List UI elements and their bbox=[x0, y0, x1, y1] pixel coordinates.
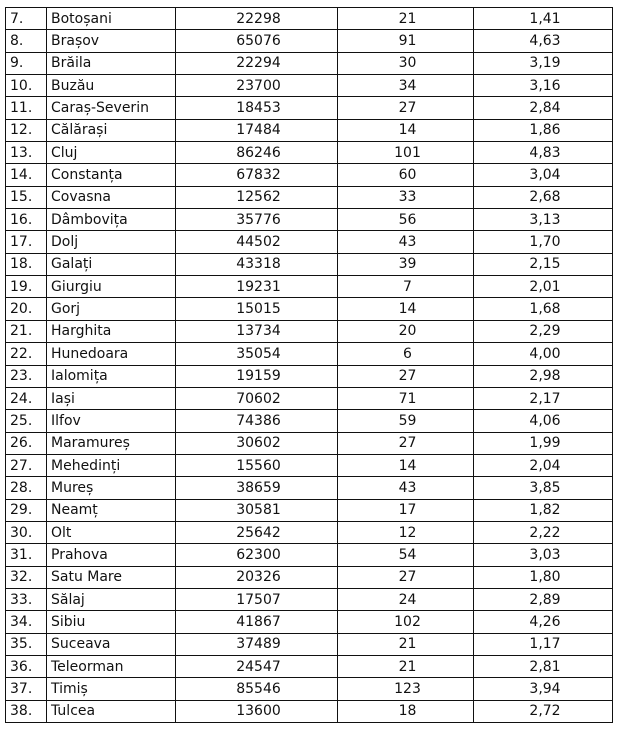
count-cell: 33 bbox=[338, 186, 474, 208]
row-number: 19. bbox=[6, 276, 47, 298]
row-number: 8. bbox=[6, 30, 47, 52]
table-row bbox=[6, 231, 613, 253]
county-name: Botoșani bbox=[47, 8, 176, 30]
row-number: 25. bbox=[6, 410, 47, 432]
county-name: Cluj bbox=[47, 142, 176, 164]
count-cell: 27 bbox=[338, 97, 474, 119]
value-cell: 30581 bbox=[176, 499, 338, 521]
rate-cell: 1,70 bbox=[474, 231, 613, 253]
value-cell: 24547 bbox=[176, 655, 338, 677]
value-cell: 15015 bbox=[176, 298, 338, 320]
row-number: 11. bbox=[6, 97, 47, 119]
county-name: Mureș bbox=[47, 477, 176, 499]
county-name: Ialomița bbox=[47, 365, 176, 387]
value-cell: 41867 bbox=[176, 611, 338, 633]
row-number: 26. bbox=[6, 432, 47, 454]
county-name: Maramureș bbox=[47, 432, 176, 454]
count-cell: 12 bbox=[338, 521, 474, 543]
county-name: Mehedinți bbox=[47, 454, 176, 476]
count-cell: 24 bbox=[338, 588, 474, 610]
county-name: Ilfov bbox=[47, 410, 176, 432]
row-number: 37. bbox=[6, 678, 47, 700]
count-cell: 14 bbox=[338, 454, 474, 476]
county-name: Suceava bbox=[47, 633, 176, 655]
rate-cell: 1,80 bbox=[474, 566, 613, 588]
value-cell: 13734 bbox=[176, 320, 338, 342]
table-body bbox=[6, 8, 613, 723]
table-row bbox=[6, 320, 613, 342]
rate-cell: 1,68 bbox=[474, 298, 613, 320]
value-cell: 12562 bbox=[176, 186, 338, 208]
value-cell: 86246 bbox=[176, 142, 338, 164]
county-name: Sălaj bbox=[47, 588, 176, 610]
county-name: Olt bbox=[47, 521, 176, 543]
county-name: Prahova bbox=[47, 544, 176, 566]
table-row bbox=[6, 387, 613, 409]
table-row bbox=[6, 588, 613, 610]
county-name: Buzău bbox=[47, 75, 176, 97]
rate-cell: 1,99 bbox=[474, 432, 613, 454]
table-row bbox=[6, 119, 613, 141]
value-cell: 35054 bbox=[176, 343, 338, 365]
count-cell: 18 bbox=[338, 700, 474, 722]
value-cell: 23700 bbox=[176, 75, 338, 97]
county-name: Neamț bbox=[47, 499, 176, 521]
table-row bbox=[6, 276, 613, 298]
rate-cell: 2,68 bbox=[474, 186, 613, 208]
county-name: Teleorman bbox=[47, 655, 176, 677]
county-name: Constanța bbox=[47, 164, 176, 186]
county-name: Satu Mare bbox=[47, 566, 176, 588]
row-number: 34. bbox=[6, 611, 47, 633]
value-cell: 15560 bbox=[176, 454, 338, 476]
count-cell: 102 bbox=[338, 611, 474, 633]
count-cell: 91 bbox=[338, 30, 474, 52]
value-cell: 17484 bbox=[176, 119, 338, 141]
table-row bbox=[6, 30, 613, 52]
rate-cell: 3,03 bbox=[474, 544, 613, 566]
table-row bbox=[6, 209, 613, 231]
rate-cell: 2,17 bbox=[474, 387, 613, 409]
rate-cell: 3,04 bbox=[474, 164, 613, 186]
county-name: Timiș bbox=[47, 678, 176, 700]
count-cell: 21 bbox=[338, 655, 474, 677]
table-row bbox=[6, 544, 613, 566]
rate-cell: 3,94 bbox=[474, 678, 613, 700]
rate-cell: 2,89 bbox=[474, 588, 613, 610]
county-name: Hunedoara bbox=[47, 343, 176, 365]
count-cell: 30 bbox=[338, 52, 474, 74]
county-name: Dâmbovița bbox=[47, 209, 176, 231]
table-row bbox=[6, 75, 613, 97]
table-row bbox=[6, 678, 613, 700]
county-name: Brașov bbox=[47, 30, 176, 52]
count-cell: 6 bbox=[338, 343, 474, 365]
value-cell: 70602 bbox=[176, 387, 338, 409]
value-cell: 35776 bbox=[176, 209, 338, 231]
rate-cell: 2,04 bbox=[474, 454, 613, 476]
count-cell: 27 bbox=[338, 566, 474, 588]
rate-cell: 2,72 bbox=[474, 700, 613, 722]
value-cell: 22294 bbox=[176, 52, 338, 74]
count-cell: 59 bbox=[338, 410, 474, 432]
count-cell: 101 bbox=[338, 142, 474, 164]
rate-cell: 2,98 bbox=[474, 365, 613, 387]
table-row bbox=[6, 142, 613, 164]
row-number: 27. bbox=[6, 454, 47, 476]
rate-cell: 2,01 bbox=[474, 276, 613, 298]
rate-cell: 3,19 bbox=[474, 52, 613, 74]
county-name: Iași bbox=[47, 387, 176, 409]
rate-cell: 4,06 bbox=[474, 410, 613, 432]
count-cell: 39 bbox=[338, 253, 474, 275]
table-row bbox=[6, 97, 613, 119]
county-name: Harghita bbox=[47, 320, 176, 342]
rate-cell: 3,13 bbox=[474, 209, 613, 231]
county-name: Brăila bbox=[47, 52, 176, 74]
row-number: 17. bbox=[6, 231, 47, 253]
row-number: 38. bbox=[6, 700, 47, 722]
rate-cell: 3,85 bbox=[474, 477, 613, 499]
county-name: Gorj bbox=[47, 298, 176, 320]
row-number: 12. bbox=[6, 119, 47, 141]
value-cell: 22298 bbox=[176, 8, 338, 30]
table-row bbox=[6, 633, 613, 655]
row-number: 21. bbox=[6, 320, 47, 342]
row-number: 7. bbox=[6, 8, 47, 30]
value-cell: 20326 bbox=[176, 566, 338, 588]
row-number: 36. bbox=[6, 655, 47, 677]
count-cell: 123 bbox=[338, 678, 474, 700]
value-cell: 30602 bbox=[176, 432, 338, 454]
rate-cell: 2,29 bbox=[474, 320, 613, 342]
value-cell: 65076 bbox=[176, 30, 338, 52]
table-row bbox=[6, 365, 613, 387]
rate-cell: 4,00 bbox=[474, 343, 613, 365]
table-row bbox=[6, 611, 613, 633]
row-number: 32. bbox=[6, 566, 47, 588]
value-cell: 38659 bbox=[176, 477, 338, 499]
table-row bbox=[6, 477, 613, 499]
row-number: 30. bbox=[6, 521, 47, 543]
row-number: 29. bbox=[6, 499, 47, 521]
count-cell: 43 bbox=[338, 231, 474, 253]
rate-cell: 4,83 bbox=[474, 142, 613, 164]
rate-cell: 2,81 bbox=[474, 655, 613, 677]
value-cell: 74386 bbox=[176, 410, 338, 432]
row-number: 20. bbox=[6, 298, 47, 320]
table-row bbox=[6, 499, 613, 521]
value-cell: 62300 bbox=[176, 544, 338, 566]
table-row bbox=[6, 8, 613, 30]
value-cell: 37489 bbox=[176, 633, 338, 655]
row-number: 15. bbox=[6, 186, 47, 208]
county-name: Galați bbox=[47, 253, 176, 275]
county-name: Caraș-Severin bbox=[47, 97, 176, 119]
table-row bbox=[6, 454, 613, 476]
value-cell: 19231 bbox=[176, 276, 338, 298]
value-cell: 17507 bbox=[176, 588, 338, 610]
row-number: 31. bbox=[6, 544, 47, 566]
count-cell: 7 bbox=[338, 276, 474, 298]
value-cell: 19159 bbox=[176, 365, 338, 387]
rate-cell: 1,17 bbox=[474, 633, 613, 655]
table-row bbox=[6, 253, 613, 275]
rate-cell: 1,82 bbox=[474, 499, 613, 521]
row-number: 13. bbox=[6, 142, 47, 164]
value-cell: 18453 bbox=[176, 97, 338, 119]
value-cell: 85546 bbox=[176, 678, 338, 700]
row-number: 9. bbox=[6, 52, 47, 74]
count-cell: 34 bbox=[338, 75, 474, 97]
rate-cell: 4,26 bbox=[474, 611, 613, 633]
rate-cell: 2,15 bbox=[474, 253, 613, 275]
row-number: 35. bbox=[6, 633, 47, 655]
table-row bbox=[6, 343, 613, 365]
table-row bbox=[6, 432, 613, 454]
row-number: 14. bbox=[6, 164, 47, 186]
row-number: 22. bbox=[6, 343, 47, 365]
table-row bbox=[6, 700, 613, 722]
county-table bbox=[5, 7, 613, 723]
count-cell: 21 bbox=[338, 8, 474, 30]
table-row bbox=[6, 410, 613, 432]
value-cell: 13600 bbox=[176, 700, 338, 722]
row-number: 28. bbox=[6, 477, 47, 499]
count-cell: 27 bbox=[338, 432, 474, 454]
count-cell: 43 bbox=[338, 477, 474, 499]
count-cell: 56 bbox=[338, 209, 474, 231]
count-cell: 54 bbox=[338, 544, 474, 566]
row-number: 23. bbox=[6, 365, 47, 387]
county-name: Covasna bbox=[47, 186, 176, 208]
rate-cell: 2,22 bbox=[474, 521, 613, 543]
rate-cell: 3,16 bbox=[474, 75, 613, 97]
count-cell: 14 bbox=[338, 119, 474, 141]
value-cell: 25642 bbox=[176, 521, 338, 543]
count-cell: 20 bbox=[338, 320, 474, 342]
rate-cell: 2,84 bbox=[474, 97, 613, 119]
row-number: 24. bbox=[6, 387, 47, 409]
row-number: 18. bbox=[6, 253, 47, 275]
value-cell: 67832 bbox=[176, 164, 338, 186]
count-cell: 27 bbox=[338, 365, 474, 387]
count-cell: 14 bbox=[338, 298, 474, 320]
value-cell: 43318 bbox=[176, 253, 338, 275]
rate-cell: 4,63 bbox=[474, 30, 613, 52]
table-row bbox=[6, 566, 613, 588]
count-cell: 71 bbox=[338, 387, 474, 409]
table-row bbox=[6, 52, 613, 74]
county-name: Giurgiu bbox=[47, 276, 176, 298]
county-name: Tulcea bbox=[47, 700, 176, 722]
county-name: Călărași bbox=[47, 119, 176, 141]
table-row bbox=[6, 655, 613, 677]
rate-cell: 1,86 bbox=[474, 119, 613, 141]
table-row bbox=[6, 186, 613, 208]
table-row bbox=[6, 298, 613, 320]
count-cell: 21 bbox=[338, 633, 474, 655]
row-number: 33. bbox=[6, 588, 47, 610]
row-number: 10. bbox=[6, 75, 47, 97]
table-row bbox=[6, 164, 613, 186]
count-cell: 17 bbox=[338, 499, 474, 521]
county-name: Dolj bbox=[47, 231, 176, 253]
county-name: Sibiu bbox=[47, 611, 176, 633]
rate-cell: 1,41 bbox=[474, 8, 613, 30]
value-cell: 44502 bbox=[176, 231, 338, 253]
count-cell: 60 bbox=[338, 164, 474, 186]
row-number: 16. bbox=[6, 209, 47, 231]
table-row bbox=[6, 521, 613, 543]
